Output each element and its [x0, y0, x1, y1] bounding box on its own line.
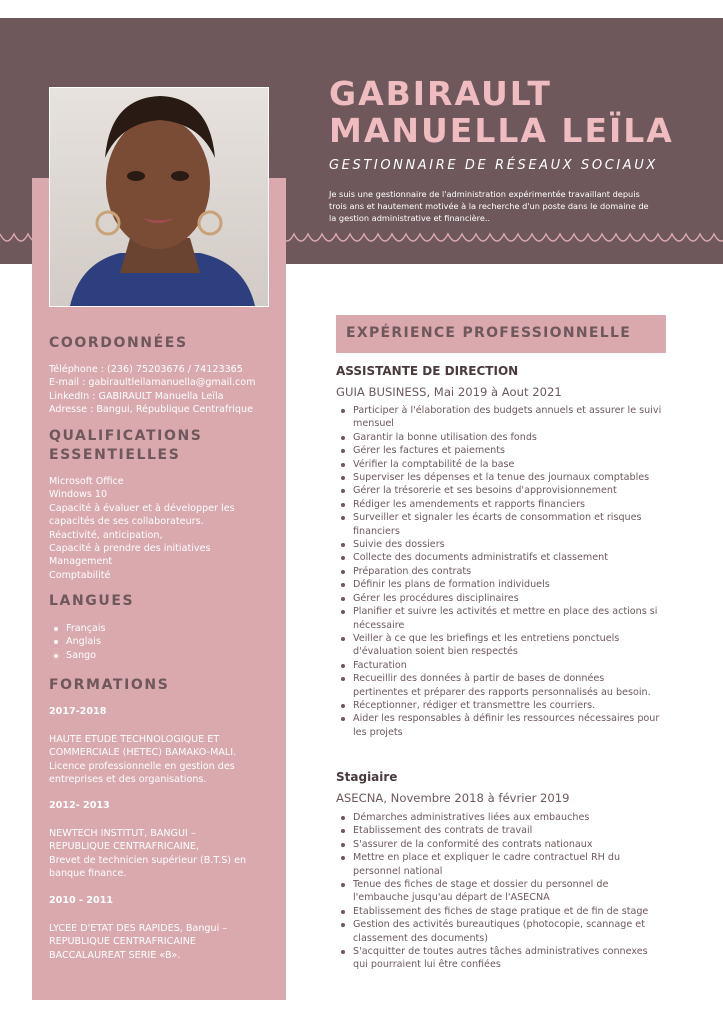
- name-line-1: GABIRAULT: [329, 74, 552, 113]
- qualifications-heading-line-2: ESSENTIELLES: [49, 447, 181, 463]
- task-line: Définir les plans de formation individuels: [353, 579, 550, 591]
- task-item: [336, 565, 668, 578]
- contact-heading: COORDONNÉES: [49, 335, 188, 351]
- language-item: Sango: [49, 649, 106, 662]
- task-item: [336, 659, 668, 672]
- languages-list: [49, 622, 106, 662]
- task-line: Aider les responsables à définir les ressources nécessaires pour: [353, 713, 660, 725]
- job-1-company: GUIA BUSINESS, Mai 2019 à Aout 2021: [336, 385, 562, 399]
- task-line: Planifier et suivre les activités et mettre en place des actions si: [353, 606, 658, 618]
- task-line: Etablissement des contrats de travail: [353, 825, 533, 837]
- task-line: Surveiller et signaler les écarts de consommation et risques: [353, 512, 642, 524]
- education-line: BACCALAUREAT SERIE «B».: [49, 949, 181, 961]
- task-line: Gérer la trésorerie et ses besoins d'approvisionnement: [353, 485, 617, 497]
- task-item: [336, 444, 668, 457]
- task-item: [336, 712, 668, 739]
- education-line: Brevet de technicien supérieur (B.T.S) en: [49, 854, 247, 866]
- job-2-title: Stagiaire: [336, 770, 398, 784]
- language-item: Anglais: [49, 635, 106, 648]
- task-item: [336, 578, 668, 591]
- name-line-2: MANUELLA LEÏLA: [329, 111, 674, 150]
- intro-text: Je suis une gestionnaire de l'administration expérimentée travaillant depuis trois ans et hautement motivée à la recherche d'un poste dans le domaine de la gestion administrative et financière..: [329, 189, 649, 223]
- task-line: pertinentes et préparer des rapports personnalisés au besoin.: [353, 686, 651, 698]
- portrait-photo-icon: [50, 88, 268, 306]
- task-item: [336, 918, 668, 945]
- education-years: 2017-2018: [49, 706, 107, 717]
- qualification-item: Capacité à prendre des initiatives: [49, 543, 211, 555]
- education-line: NEWTECH INSTITUT, BANGUI –: [49, 828, 196, 839]
- job-2-tasks: [336, 811, 668, 972]
- task-line: Démarches administratives liées aux embauches: [353, 812, 590, 823]
- qualifications-heading-line-1: QUALIFICATIONS: [49, 428, 203, 444]
- qualifications-block: [49, 475, 279, 582]
- qualification-item: Windows 10: [49, 489, 108, 501]
- education-heading: FORMATIONS: [49, 677, 170, 693]
- qualification-item: Microsoft Office: [49, 476, 124, 487]
- profile-photo: [49, 87, 269, 307]
- task-line: l'embauche jusqu'au départ de l'ASECNA: [353, 892, 550, 904]
- qualification-item: capacités de ses collaborateurs.: [49, 516, 204, 528]
- education-line: entreprises et des organisations.: [49, 774, 207, 786]
- task-item: [336, 851, 668, 878]
- experience-heading-box: [336, 315, 666, 353]
- education-entry: [49, 827, 279, 881]
- task-line: classement des documents): [353, 932, 489, 944]
- task-item: [336, 511, 668, 538]
- task-item: [336, 404, 668, 431]
- task-item: [336, 458, 668, 471]
- job-title: GESTIONNAIRE DE RÉSEAUX SOCIAUX: [329, 158, 658, 173]
- task-item: [336, 878, 668, 905]
- task-line: Garantir la bonne utilisation des fonds: [353, 431, 537, 443]
- education-line: banque finance.: [49, 868, 127, 880]
- task-line: Superviser les dépenses et la tenue des journaux comptables: [353, 472, 650, 484]
- qualification-item: Capacité à évaluer et à développer les: [49, 502, 235, 514]
- task-item: [336, 471, 668, 484]
- contact-address: Adresse : Bangui, République Centrafrique: [49, 404, 254, 416]
- contact-block: [49, 363, 279, 417]
- task-item: [336, 484, 668, 497]
- task-line: Gérer les factures et paiements: [353, 445, 505, 457]
- qualifications-heading: [49, 427, 202, 465]
- task-line: Etablissement des fiches de stage pratique et de fin de stage: [353, 905, 649, 917]
- education-line: HAUTE ETUDE TECHNOLOGIQUE ET: [49, 734, 220, 745]
- contact-phone: Téléphone : (236) 75203676 / 74123365: [49, 364, 243, 375]
- education-line: COMMERCIALE (HETEC) BAMAKO-MALI.: [49, 747, 237, 759]
- task-line: d'évaluation soient bien respectés: [353, 646, 518, 658]
- task-item: [336, 605, 668, 632]
- task-line: S'assurer de la conformité des contrats nationaux: [353, 838, 593, 850]
- contact-email: E-mail : gabiraultleilamanuella@gmail.com: [49, 377, 256, 389]
- task-item: [336, 945, 668, 972]
- education-entry: [49, 733, 279, 787]
- experience-heading: EXPÉRIENCE PROFESSIONNELLE: [346, 325, 632, 341]
- task-item: [336, 498, 668, 511]
- task-line: Réceptionner, rédiger et transmettre les courriers.: [353, 699, 596, 711]
- job-1-tasks: [336, 404, 668, 739]
- language-item: Français: [49, 622, 106, 635]
- task-line: Collecte des documents administratifs et classement: [353, 552, 608, 564]
- task-line: Vérifier la comptabilité de la base: [353, 458, 515, 470]
- task-item: [336, 811, 668, 824]
- education-line: LYCEE D'ETAT DES RAPIDES, Bangui –: [49, 923, 228, 934]
- languages-heading: LANGUES: [49, 593, 135, 609]
- qualification-item: Management: [49, 556, 113, 568]
- qualification-item: Comptabilité: [49, 569, 111, 581]
- task-line: financiers: [353, 525, 400, 537]
- task-line: Préparation des contrats: [353, 565, 472, 577]
- task-item: [336, 824, 668, 837]
- task-item: [336, 672, 668, 699]
- candidate-name: [329, 75, 674, 149]
- education-years: 2012- 2013: [49, 800, 110, 811]
- task-line: Gérer les procédures disciplinaires: [353, 592, 519, 604]
- task-line: les projets: [353, 726, 403, 738]
- task-line: S'acquitter de toutes autres tâches administratives connexes: [353, 946, 648, 958]
- task-item: [336, 905, 668, 918]
- task-line: Suivie des dossiers: [353, 539, 445, 551]
- education-line: REPUBLIQUE CENTRAFRICAINE,: [49, 841, 200, 853]
- education-line: REPUBLIQUE CENTRAFRICAINE: [49, 936, 196, 948]
- task-line: mensuel: [353, 418, 394, 430]
- job-2-company: ASECNA, Novembre 2018 à février 2019: [336, 791, 570, 805]
- task-item: [336, 838, 668, 851]
- task-line: qui pourraient lui être confiées: [353, 959, 501, 971]
- education-years: 2010 - 2011: [49, 895, 114, 906]
- education-line: Licence professionnelle en gestion des: [49, 760, 235, 772]
- job-1-title: ASSISTANTE DE DIRECTION: [336, 364, 519, 378]
- task-line: Tenue des fiches de stage et dossier du personnel de: [353, 879, 609, 891]
- task-line: nécessaire: [353, 619, 405, 631]
- task-item: [336, 592, 668, 605]
- task-line: Rédiger les amendements et rapports financiers: [353, 498, 586, 510]
- task-line: personnel national: [353, 865, 443, 877]
- task-line: Veiller à ce que les briefings et les entretiens ponctuels: [353, 632, 620, 644]
- education-entry: [49, 922, 279, 962]
- task-item: [336, 551, 668, 564]
- task-line: Recueillir des données à partir de bases de données: [353, 673, 605, 685]
- task-item: [336, 699, 668, 712]
- task-line: Gestion des activités bureautiques (photocopie, scannage et: [353, 919, 645, 931]
- task-item: [336, 632, 668, 659]
- task-line: Participer à l'élaboration des budgets annuels et assurer le suivi: [353, 405, 662, 416]
- contact-linkedin: LinkedIn : GABIRAULT Manuella Leïla: [49, 390, 224, 402]
- task-item: [336, 431, 668, 444]
- task-item: [336, 538, 668, 551]
- qualification-item: Réactivité, anticipation,: [49, 529, 163, 541]
- task-line: Mettre en place et expliquer le cadre contractuel RH du: [353, 852, 621, 864]
- task-line: Facturation: [353, 659, 407, 671]
